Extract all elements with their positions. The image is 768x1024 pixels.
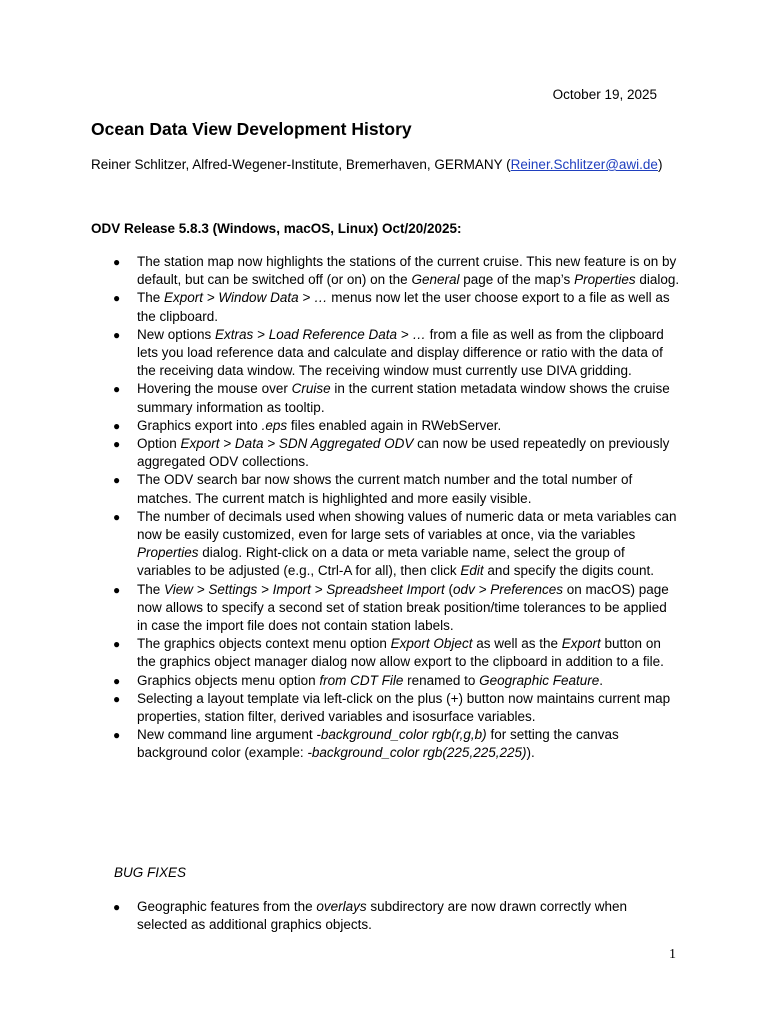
italic-term: Properties	[137, 545, 199, 561]
feature-item	[91, 471, 681, 507]
italic-term: Edit	[460, 563, 484, 579]
feature-item	[91, 508, 681, 581]
list-text: .	[599, 672, 603, 688]
feature-item	[91, 726, 681, 762]
italic-term: .eps	[261, 417, 288, 433]
list-text: Hovering the mouse over	[137, 381, 292, 397]
list-text: The number of decimals used when showing values of numeric data or meta variables can now be easily customized, even for large sets of variables at once, via the variables	[137, 508, 677, 543]
list-text: The ODV search bar now shows the current match number and the total number of matches. The current match is highlighted and more easily visible.	[137, 472, 633, 506]
italic-term: Extras > Load Reference Data > …	[215, 326, 426, 342]
bullet-icon: ●	[113, 900, 121, 914]
list-text: New command line argument	[137, 727, 317, 743]
italic-term: View > Settings > Import > Spreadsheet Import	[164, 581, 445, 597]
list-text: for setting the canvas background color (example:	[137, 727, 619, 761]
list-text: as well as the	[472, 636, 562, 652]
author-text: Reiner Schlitzer, Alfred-Wegener-Institute, Bremerhaven, GERMANY (	[91, 157, 511, 172]
list-text: The station map now highlights the stations of the current cruise. This new feature is on by default, but can be switched off (or on) on the	[137, 254, 677, 288]
italic-term: -background_color rgb(r,g,b)	[316, 727, 487, 743]
feature-list	[91, 253, 681, 763]
document-date: October 19, 2025	[552, 87, 657, 102]
italic-term: Geographic Feature	[479, 672, 600, 688]
bullet-icon: ●	[113, 582, 121, 597]
document-title: Ocean Data View Development History	[91, 119, 412, 139]
italic-term: Export > Window Data > …	[164, 290, 328, 306]
italic-term: overlays	[316, 899, 367, 914]
author-close: )	[657, 157, 663, 172]
list-text: can now be used repeatedly on previously aggregated ODV collections.	[137, 436, 670, 470]
list-text: The	[137, 581, 165, 597]
bug-list	[91, 898, 681, 934]
italic-term: General	[411, 272, 460, 288]
list-text: in the current station metadata window shows the cruise summary information as tooltip.	[137, 381, 670, 415]
bullet-icon: ●	[113, 673, 121, 688]
list-text: page of the map’s	[459, 272, 575, 288]
bullet-icon: ●	[113, 637, 121, 652]
list-text: ).	[526, 745, 535, 761]
bullet-icon: ●	[113, 509, 121, 524]
list-text: dialog. Right-click on a data or meta variable name, select the group of variables to be adjusted (e.g., Ctrl-A for all), then click	[137, 545, 625, 579]
list-text: Option	[137, 436, 181, 452]
feature-item	[91, 289, 681, 325]
list-text: (	[444, 581, 454, 597]
italic-term: Export > Data > SDN Aggregated ODV	[180, 436, 414, 452]
bullet-icon: ●	[113, 291, 121, 306]
bullet-icon: ●	[113, 437, 121, 452]
feature-item	[91, 690, 681, 726]
feature-item	[91, 635, 681, 671]
list-text: Graphics objects menu option	[137, 672, 320, 688]
list-text: Graphics export into	[137, 417, 262, 433]
bullet-icon: ●	[113, 691, 121, 706]
italic-term: from CDT File	[319, 672, 404, 688]
list-text: Geographic features from the	[137, 899, 317, 914]
list-text: dialog.	[635, 272, 680, 288]
bullet-icon: ●	[113, 327, 121, 342]
bullet-icon: ●	[113, 418, 121, 433]
list-text: The graphics objects context menu option	[137, 636, 391, 652]
list-text: on macOS) page now allows to specify a second set of station break position/time tolerances to be applied in case the import file does not contain station labels.	[137, 581, 669, 634]
release-heading: ODV Release 5.8.3 (Windows, macOS, Linux) Oct/20/2025:	[91, 221, 462, 236]
list-text: from a file as well as from the clipboard lets you load reference data and calculate and display difference or ratio with the data of the receiving data window. The receiving window must currently use DIVA gridding.	[137, 326, 664, 379]
list-text: menus now let the user choose export to a file as well as the clipboard.	[137, 290, 670, 324]
feature-item	[91, 417, 681, 435]
bullet-icon: ●	[113, 255, 121, 269]
italic-term: Cruise	[291, 381, 331, 397]
list-text: renamed to	[403, 672, 480, 688]
list-text: Selecting a layout template via left-click on the plus (+) button now maintains current map properties, station filter, derived variables and isosurface variables.	[137, 690, 671, 725]
feature-item	[91, 435, 681, 471]
author-line	[91, 157, 662, 172]
list-text: New options	[137, 326, 216, 342]
feature-item	[91, 581, 681, 636]
bug-fixes-heading: BUG FIXES	[114, 865, 187, 880]
page-number: 1	[669, 947, 676, 962]
italic-term: -background_color rgb(225,225,225)	[307, 745, 527, 761]
feature-item	[91, 326, 681, 381]
italic-term: Properties	[574, 272, 636, 288]
italic-term: Export	[561, 636, 601, 652]
list-text: subdirectory are now drawn correctly when selected as additional graphics objects.	[137, 899, 627, 933]
list-text: The	[137, 290, 165, 306]
feature-item	[91, 253, 681, 289]
feature-item	[91, 380, 681, 416]
bug-item	[91, 898, 681, 934]
italic-term: Export Object	[390, 636, 473, 652]
bullet-icon: ●	[113, 382, 121, 397]
list-text: and specify the digits count.	[483, 563, 655, 579]
italic-term: odv > Preferences	[453, 581, 563, 597]
feature-item	[91, 672, 681, 690]
bullet-icon: ●	[113, 728, 121, 743]
list-text: button on the graphics object manager dialog now allow export to the clipboard in addition to a file.	[137, 636, 664, 670]
list-text: files enabled again in RWebServer.	[287, 417, 502, 433]
author-email-link[interactable]: Reiner.Schlitzer@awi.de	[510, 157, 658, 172]
bullet-icon: ●	[113, 473, 121, 488]
